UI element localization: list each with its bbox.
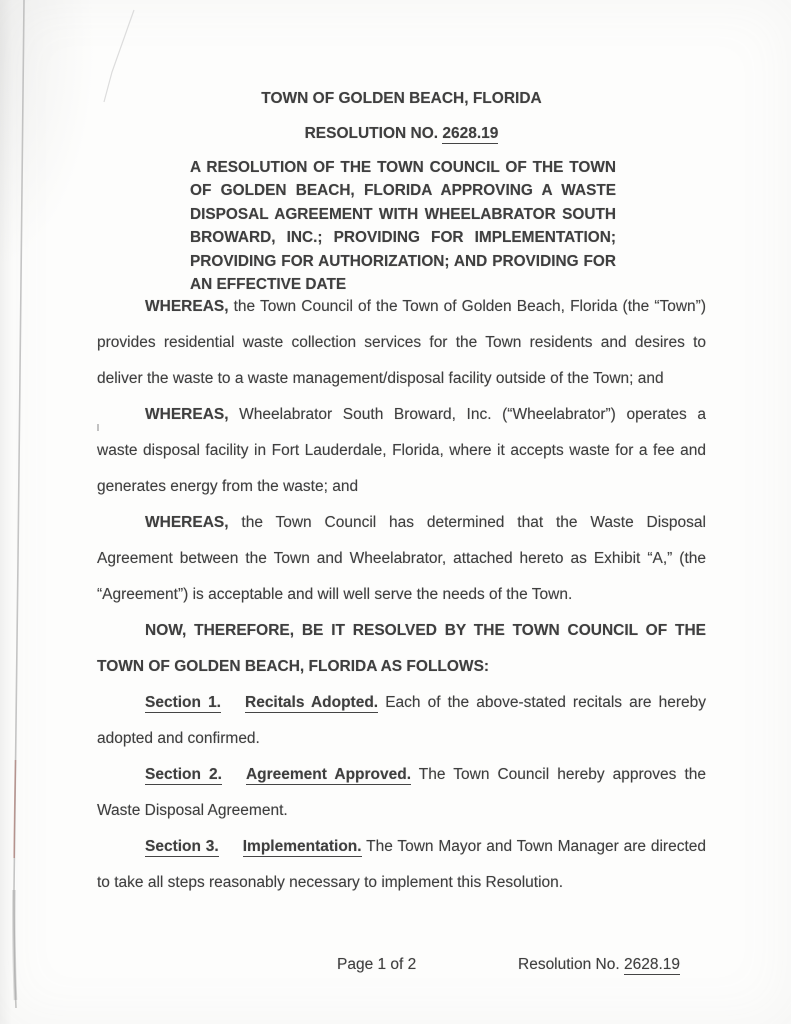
- recital-text: the Town Council has determined that the Waste Disposal Agreement between the Town and Wheelabrator, attached hereto as Exhibit “A,” (the “Agreement”) is acceptable and will well serve the needs of the Town.: [97, 514, 706, 603]
- section-title: Recitals Adopted.: [245, 694, 379, 711]
- recital-paragraph: [97, 505, 706, 613]
- document-body: [97, 289, 706, 901]
- section-paragraph: [97, 685, 706, 757]
- section-text: The Town Council hereby approves the Waste Disposal Agreement.: [97, 766, 706, 819]
- resolved-clause: NOW, THEREFORE, BE IT RESOLVED BY THE TOWN COUNCIL OF THE TOWN OF GOLDEN BEACH, FLORIDA AS FOLLOWS:: [97, 622, 706, 675]
- section-number: Section 1.: [145, 694, 221, 711]
- section-paragraph: [97, 829, 706, 901]
- resolution-number: 2628.19: [442, 124, 499, 142]
- document-header: [97, 90, 706, 143]
- resolution-label: RESOLUTION NO.: [304, 124, 439, 142]
- recital-paragraph: [97, 289, 706, 397]
- footer-resolution-ref: [518, 956, 680, 974]
- page-indicator: Page 1 of 2: [337, 956, 417, 973]
- page-fold-line: [14, 0, 24, 1008]
- whereas-lead: WHEREAS,: [145, 298, 229, 315]
- recital-paragraph: [97, 397, 706, 505]
- footer-resolution-label: Resolution No.: [518, 956, 620, 973]
- whereas-lead: WHEREAS,: [145, 514, 229, 531]
- section-text: Each of the above-stated recitals are hereby adopted and confirmed.: [97, 694, 706, 747]
- document-title: TOWN OF GOLDEN BEACH, FLORIDA: [261, 90, 542, 107]
- whereas-lead: WHEREAS,: [145, 406, 229, 423]
- section-title: Implementation.: [242, 838, 362, 855]
- recital-text: the Town Council of the Town of Golden Beach, Florida (the “Town”) provides residential waste collection services for the Town residents and desires to deliver the waste to a waste management/disposal facility outside of the Town; and: [97, 298, 706, 387]
- footer-resolution-number: 2628.19: [623, 956, 681, 973]
- section-number: Section 2.: [145, 766, 222, 783]
- section-number: Section 3.: [145, 838, 219, 855]
- section-title: Agreement Approved.: [245, 766, 412, 783]
- page-fold-line-smudge: [14, 890, 16, 1000]
- resolution-headline: A RESOLUTION OF THE TOWN COUNCIL OF THE TOWN OF GOLDEN BEACH, FLORIDA APPROVING A WASTE DISPOSAL AGREEMENT WITH WHEELABRATOR SOUTH BROWARD, INC.; PROVIDING FOR IMPLEMENTATION; PROVIDING FOR AUTHORIZATION; AND PROVIDING FOR AN EFFECTIVE DATE: [190, 159, 616, 294]
- resolution-number-line: [97, 125, 706, 144]
- section-paragraph: [97, 757, 706, 829]
- crease-line: [104, 10, 134, 102]
- section-text: The Town Mayor and Town Manager are directed to take all steps reasonably necessary to implement this Resolution.: [97, 838, 706, 891]
- recital-text: Wheelabrator South Broward, Inc. (“Wheelabrator”) operates a waste disposal facility in Fort Lauderdale, Florida, where it accepts waste for a fee and generates energy from the waste; and: [97, 406, 706, 495]
